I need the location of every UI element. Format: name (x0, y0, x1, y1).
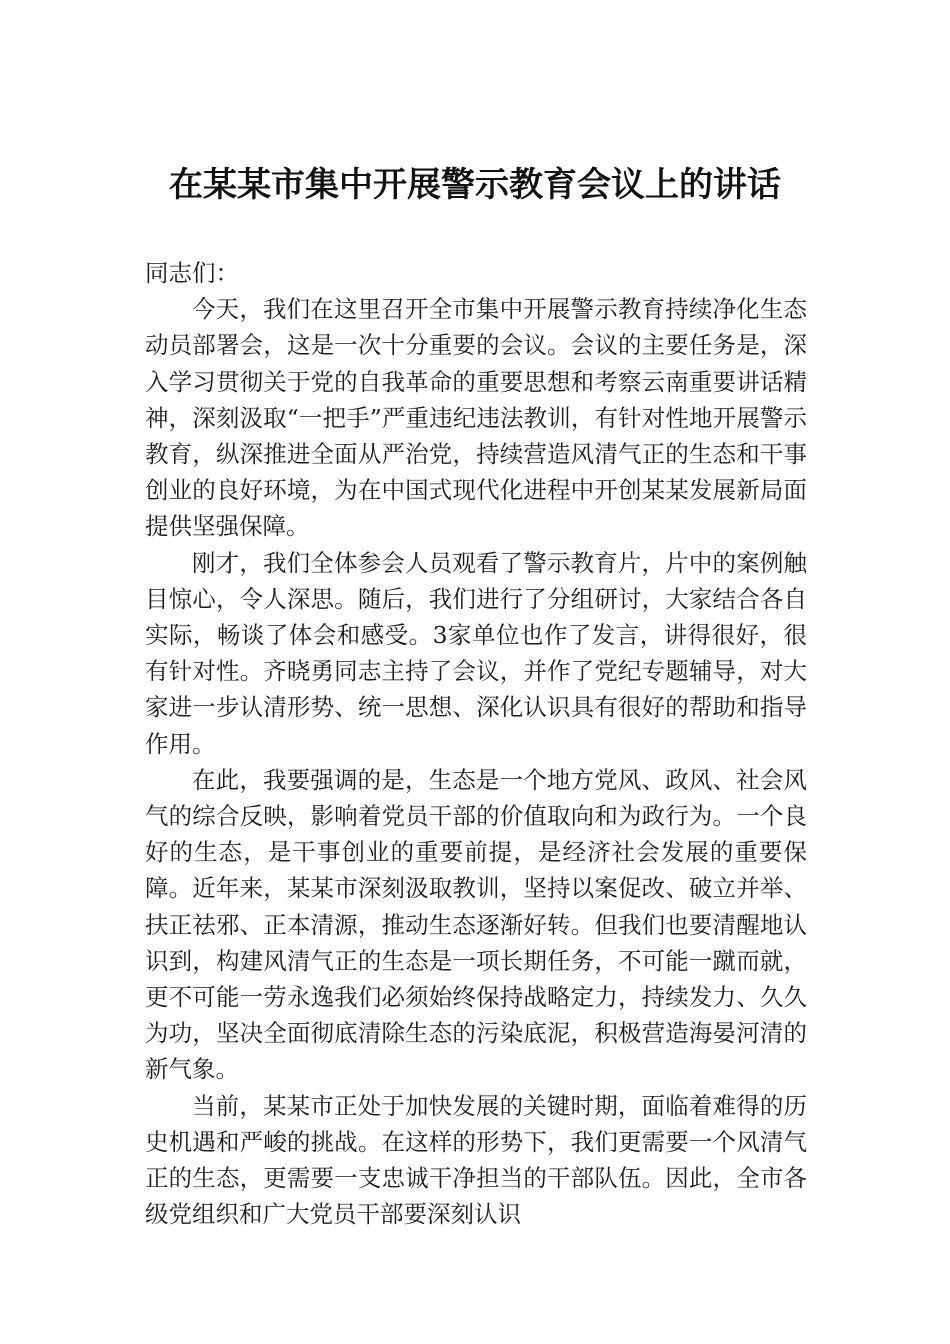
paragraph-1: 今天，我们在这里召开全市集中开展警示教育持续净化生态动员部署会，这是一次十分重要的会议。会议的主要任务是，深入学习贯彻关于党的自我革命的重要思想和考察云南重要讲话精神，深刻汲取“一把手”严重违纪违法教训，有针对性地开展警示教育，纵深推进全面从严治党，持续营造风清气正的生态和干事创业的良好环境，为在中国式现代化进程中开创某某发展新局面提供坚强保障。 (145, 295, 807, 541)
document-body (145, 255, 807, 1232)
paragraph-2: 刚才，我们全体参会人员观看了警示教育片，片中的案例触目惊心，令人深思。随后，我们进行了分组研讨，大家结合各自实际，畅谈了体会和感受。3家单位也作了发言，讲得很好，很有针对性。齐晓勇同志主持了会议，并作了党纪专题辅导，对大家进一步认清形势、统一思想、深化认识具有很好的帮助和指导作用。 (145, 548, 807, 758)
paragraph-3: 在此，我要强调的是，生态是一个地方党风、政风、社会风气的综合反映，影响着党员干部的价值取向和为政行为。一个良好的生态，是干事创业的重要前提，是经济社会发展的重要保障。近年来，某某市深刻汲取教训，坚持以案促改、破立并举、扶正祛邪、正本清源，推动生态逐渐好转。但我们也要清醒地认识到，构建风清气正的生态是一项长期任务，不可能一蹴而就，更不可能一劳永逸我们必须始终保持战略定力，持续发力、久久为功，坚决全面彻底清除生态的污染底泥，积极营造海晏河清的新气象。 (145, 765, 807, 1084)
paragraph-4: 当前，某某市正处于加快发展的关键时期，面临着难得的历史机遇和严峻的挑战。在这样的形势下，我们更需要一个风清气正的生态，更需要一支忠诚干净担当的干部队伍。因此，全市各级党组织和广大党员干部要深刻认识 (145, 1091, 807, 1229)
salutation: 同志们： (145, 259, 239, 287)
document-title: 在某某市集中开展警示教育会议上的讲话 (169, 165, 781, 205)
